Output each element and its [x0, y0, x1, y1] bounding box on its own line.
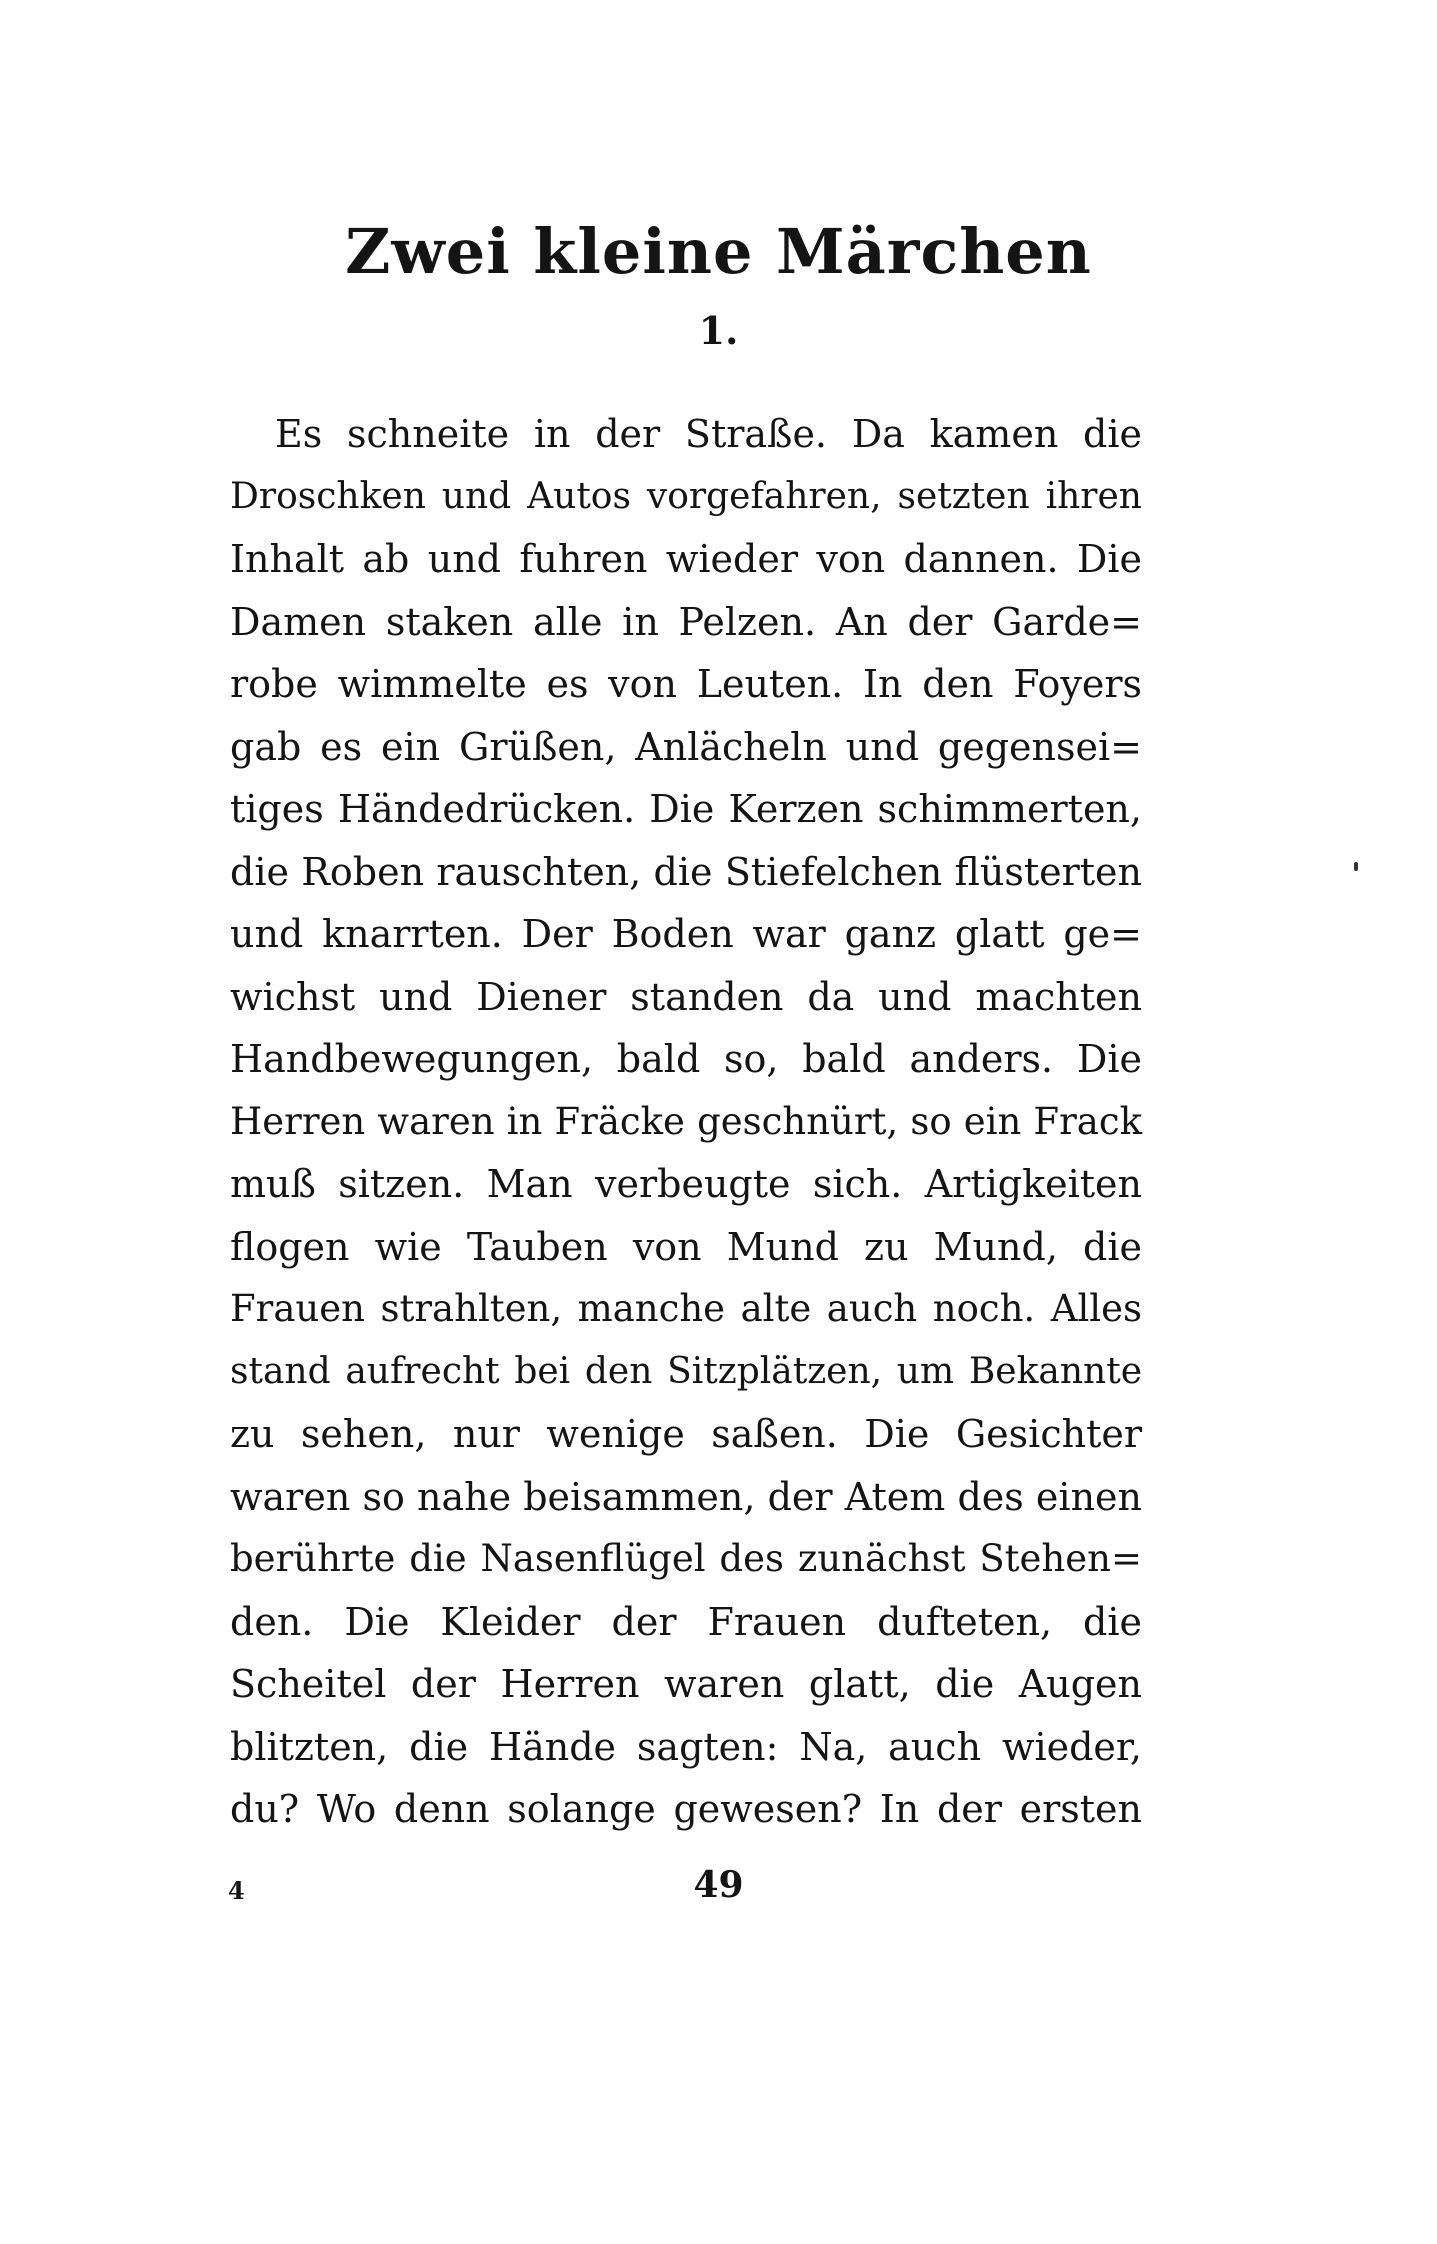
text-line: Droschken und Autos vorgefahren, setzten ihren [230, 475, 1142, 517]
text-line: du? Wo denn solange gewesen? In der ersten [230, 1787, 1142, 1831]
text-line: wichst und Diener standen da und machten [230, 974, 1142, 1019]
section-number: 1. [698, 308, 739, 353]
page-number: 49 [693, 1864, 744, 1906]
text-line: stand aufrecht bei den Sitzplätzen, um Bekannte [230, 1350, 1142, 1392]
text-line: Herren waren in Fräcke geschnürt, so ein Frack [230, 1099, 1142, 1143]
text-line: zu sehen, nur wenige saßen. Die Gesichter [230, 1412, 1142, 1456]
text-line: Frauen strahlten, manche alte auch noch. Alles [230, 1287, 1142, 1330]
text-line: berührte die Nasenflügel des zunächst Stehen= [230, 1537, 1142, 1580]
text-line: waren so nahe beisammen, der Atem des einen [230, 1474, 1142, 1519]
text-line: Damen staken alle in Pelzen. An der Garde= [230, 599, 1142, 644]
text-line: Inhalt ab und fuhren wieder von dannen. Die [230, 537, 1142, 581]
text-line: Scheitel der Herren waren glatt, die Augen [230, 1662, 1142, 1706]
text-line: blitzten, die Hände sagten: Na, auch wieder, [230, 1724, 1142, 1769]
body-paragraph [230, 403, 1142, 1841]
print-speck [1354, 862, 1358, 871]
text-line: und knarrten. Der Boden war ganz glatt ge= [230, 912, 1142, 956]
text-line: robe wimmelte es von Leuten. In den Foyers [230, 662, 1142, 706]
text-line: gab es ein Grüßen, Anlächeln und gegensei= [230, 724, 1142, 769]
chapter-title: Zwei kleine Märchen [345, 215, 1092, 288]
signature-mark: 4 [228, 1876, 245, 1905]
text-line: Handbewegungen, bald so, bald anders. Die [230, 1037, 1142, 1081]
text-line: tiges Händedrücken. Die Kerzen schimmerten, [230, 787, 1142, 831]
text-line: Es schneite in der Straße. Da kamen die [275, 412, 1142, 456]
text-line: flogen wie Tauben von Mund zu Mund, die [230, 1224, 1142, 1269]
text-line: den. Die Kleider der Frauen dufteten, die [230, 1599, 1142, 1644]
text-line: muß sitzen. Man verbeugte sich. Artigkeiten [230, 1162, 1142, 1206]
text-line: die Roben rauschten, die Stiefelchen flüsterten [230, 849, 1142, 894]
